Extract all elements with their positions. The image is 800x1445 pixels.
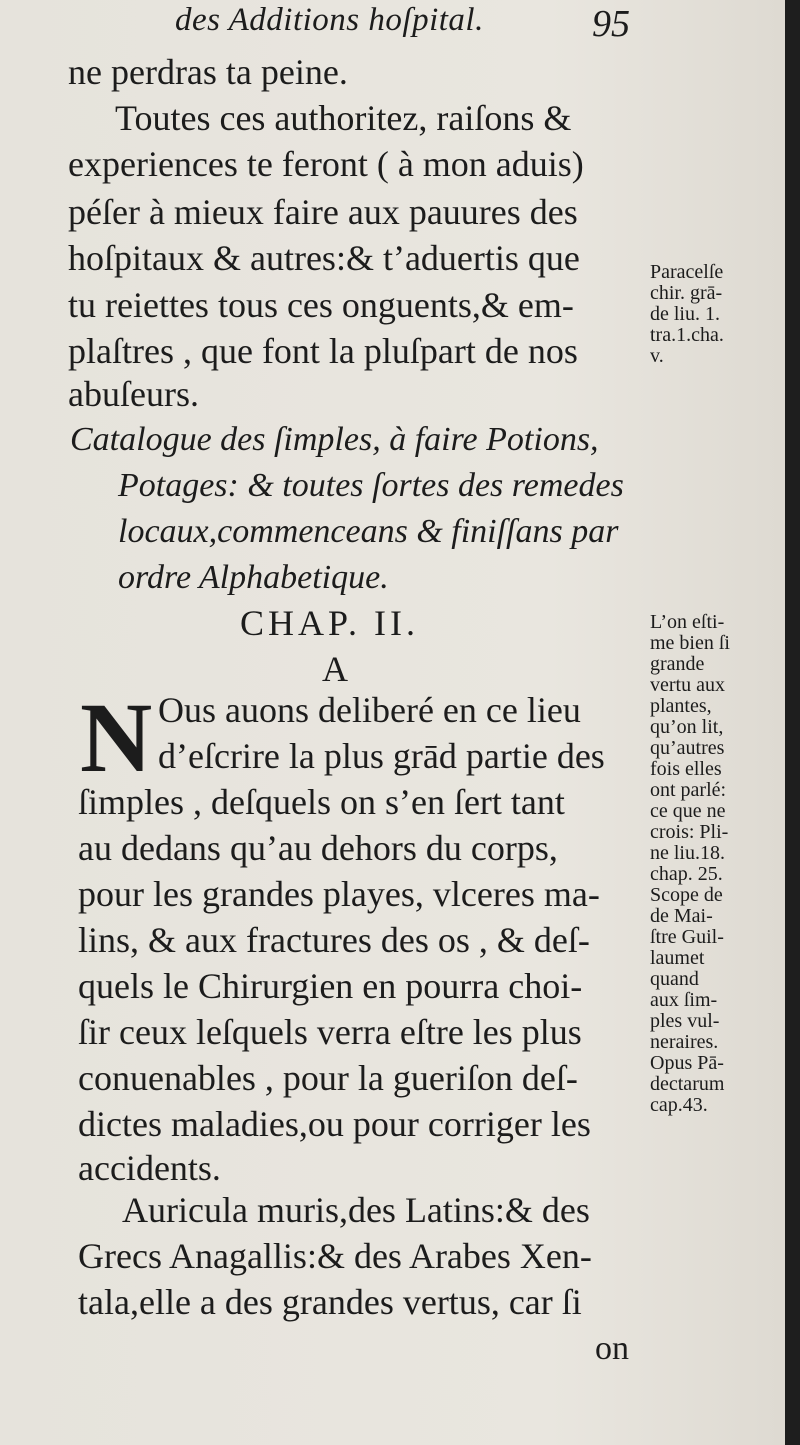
- marginal-note-line: v.: [650, 345, 664, 367]
- marginal-note-line: laumet: [650, 947, 705, 969]
- body-line: Grecs Anagallis:& des Arabes Xen-: [78, 1236, 592, 1276]
- body-line: Auricula muris,des Latins:& des: [122, 1190, 590, 1230]
- body-line: dictes maladies,ou pour corriger les: [78, 1104, 591, 1144]
- marginal-note-line: crois: Pli-: [650, 821, 729, 843]
- body-line: ne perdras ta peine.: [68, 52, 348, 92]
- catalogue-title-line: Potages: & toutes ſortes des remedes: [118, 467, 624, 504]
- body-line: péſer à mieux faire aux pauures des: [68, 192, 578, 232]
- body-line: hoſpitaux & autres:& t’aduertis que: [68, 238, 580, 278]
- body-line: experiences te feront ( à mon aduis): [68, 144, 584, 184]
- marginal-note-line: grande: [650, 653, 705, 675]
- section-letter: A: [322, 649, 348, 689]
- marginal-note-line: chir. grā-: [650, 282, 723, 304]
- marginal-note-line: ont parlé:: [650, 779, 727, 801]
- marginal-note-line: neraires.: [650, 1031, 719, 1053]
- body-line: d’eſcrire la plus grād partie des: [158, 736, 605, 776]
- marginal-note-line: ne liu.18.: [650, 842, 725, 864]
- marginal-note-line: qu’on lit,: [650, 716, 724, 738]
- marginal-note-line: cap.43.: [650, 1094, 708, 1116]
- marginal-note-line: quand: [650, 968, 699, 990]
- chapter-heading: CHAP. II.: [240, 603, 420, 643]
- catalogue-title-line: locaux,commenceans & finiſſans par: [118, 513, 619, 550]
- catchword: on: [595, 1330, 629, 1367]
- body-line: tu reiettes tous ces onguents,& em-: [68, 285, 574, 325]
- marginal-note-line: ce que ne: [650, 800, 726, 822]
- marginal-note-line: de liu. 1.: [650, 303, 720, 325]
- marginal-note-line: plantes,: [650, 695, 712, 717]
- catalogue-title-line: ordre Alphabetique.: [118, 559, 389, 596]
- body-line: tala,elle a des grandes vertus, car ſi: [78, 1282, 582, 1322]
- body-line: quels le Chirurgien en pourra choi-: [78, 966, 583, 1006]
- marginal-note-line: L’on eſti-: [650, 611, 725, 633]
- body-line: au dedans qu’au dehors du corps,: [78, 828, 558, 868]
- marginal-note-line: qu’autres: [650, 737, 725, 759]
- page-edge-shadow: [785, 0, 800, 1445]
- body-line: lins, & aux fractures des os , & deſ-: [78, 920, 590, 960]
- page-number: 95: [592, 3, 630, 45]
- body-line: pour les grandes playes, vlceres ma-: [78, 874, 600, 914]
- body-line: Toutes ces authoritez, raiſons &: [115, 98, 572, 138]
- marginal-note-line: fois elles: [650, 758, 722, 780]
- marginal-note-line: ſtre Guil-: [650, 926, 724, 948]
- running-title: des Additions hoſpital.: [175, 2, 484, 38]
- marginal-note-line: Opus Pā-: [650, 1052, 724, 1074]
- marginal-note-line: me bien ſi: [650, 632, 730, 654]
- body-line: ſimples , deſquels on s’en ſert tant: [78, 782, 565, 822]
- marginal-note-line: Scope de: [650, 884, 723, 906]
- body-line: plaſtres , que font la pluſpart de nos: [68, 331, 578, 371]
- body-line: Ous auons deliberé en ce lieu: [158, 690, 581, 730]
- body-line: accidents.: [78, 1148, 221, 1188]
- marginal-note-line: tra.1.cha.: [650, 324, 724, 346]
- catalogue-title-line: Catalogue des ſimples, à faire Potions,: [70, 421, 599, 458]
- marginal-note-line: de Mai-: [650, 905, 713, 927]
- drop-cap: N: [80, 682, 153, 793]
- marginal-note-line: vertu aux: [650, 674, 725, 696]
- marginal-note-line: aux ſim-: [650, 989, 718, 1011]
- marginal-note-line: ples vul-: [650, 1010, 720, 1032]
- marginal-note-line: dectarum: [650, 1073, 725, 1095]
- body-line: abuſeurs.: [68, 374, 199, 414]
- marginal-note-line: chap. 25.: [650, 863, 723, 885]
- marginal-note-line: Paracelſe: [650, 261, 724, 283]
- body-line: ſir ceux leſquels verra eſtre les plus: [78, 1012, 582, 1052]
- body-line: conuenables , pour la gueriſon deſ-: [78, 1058, 578, 1098]
